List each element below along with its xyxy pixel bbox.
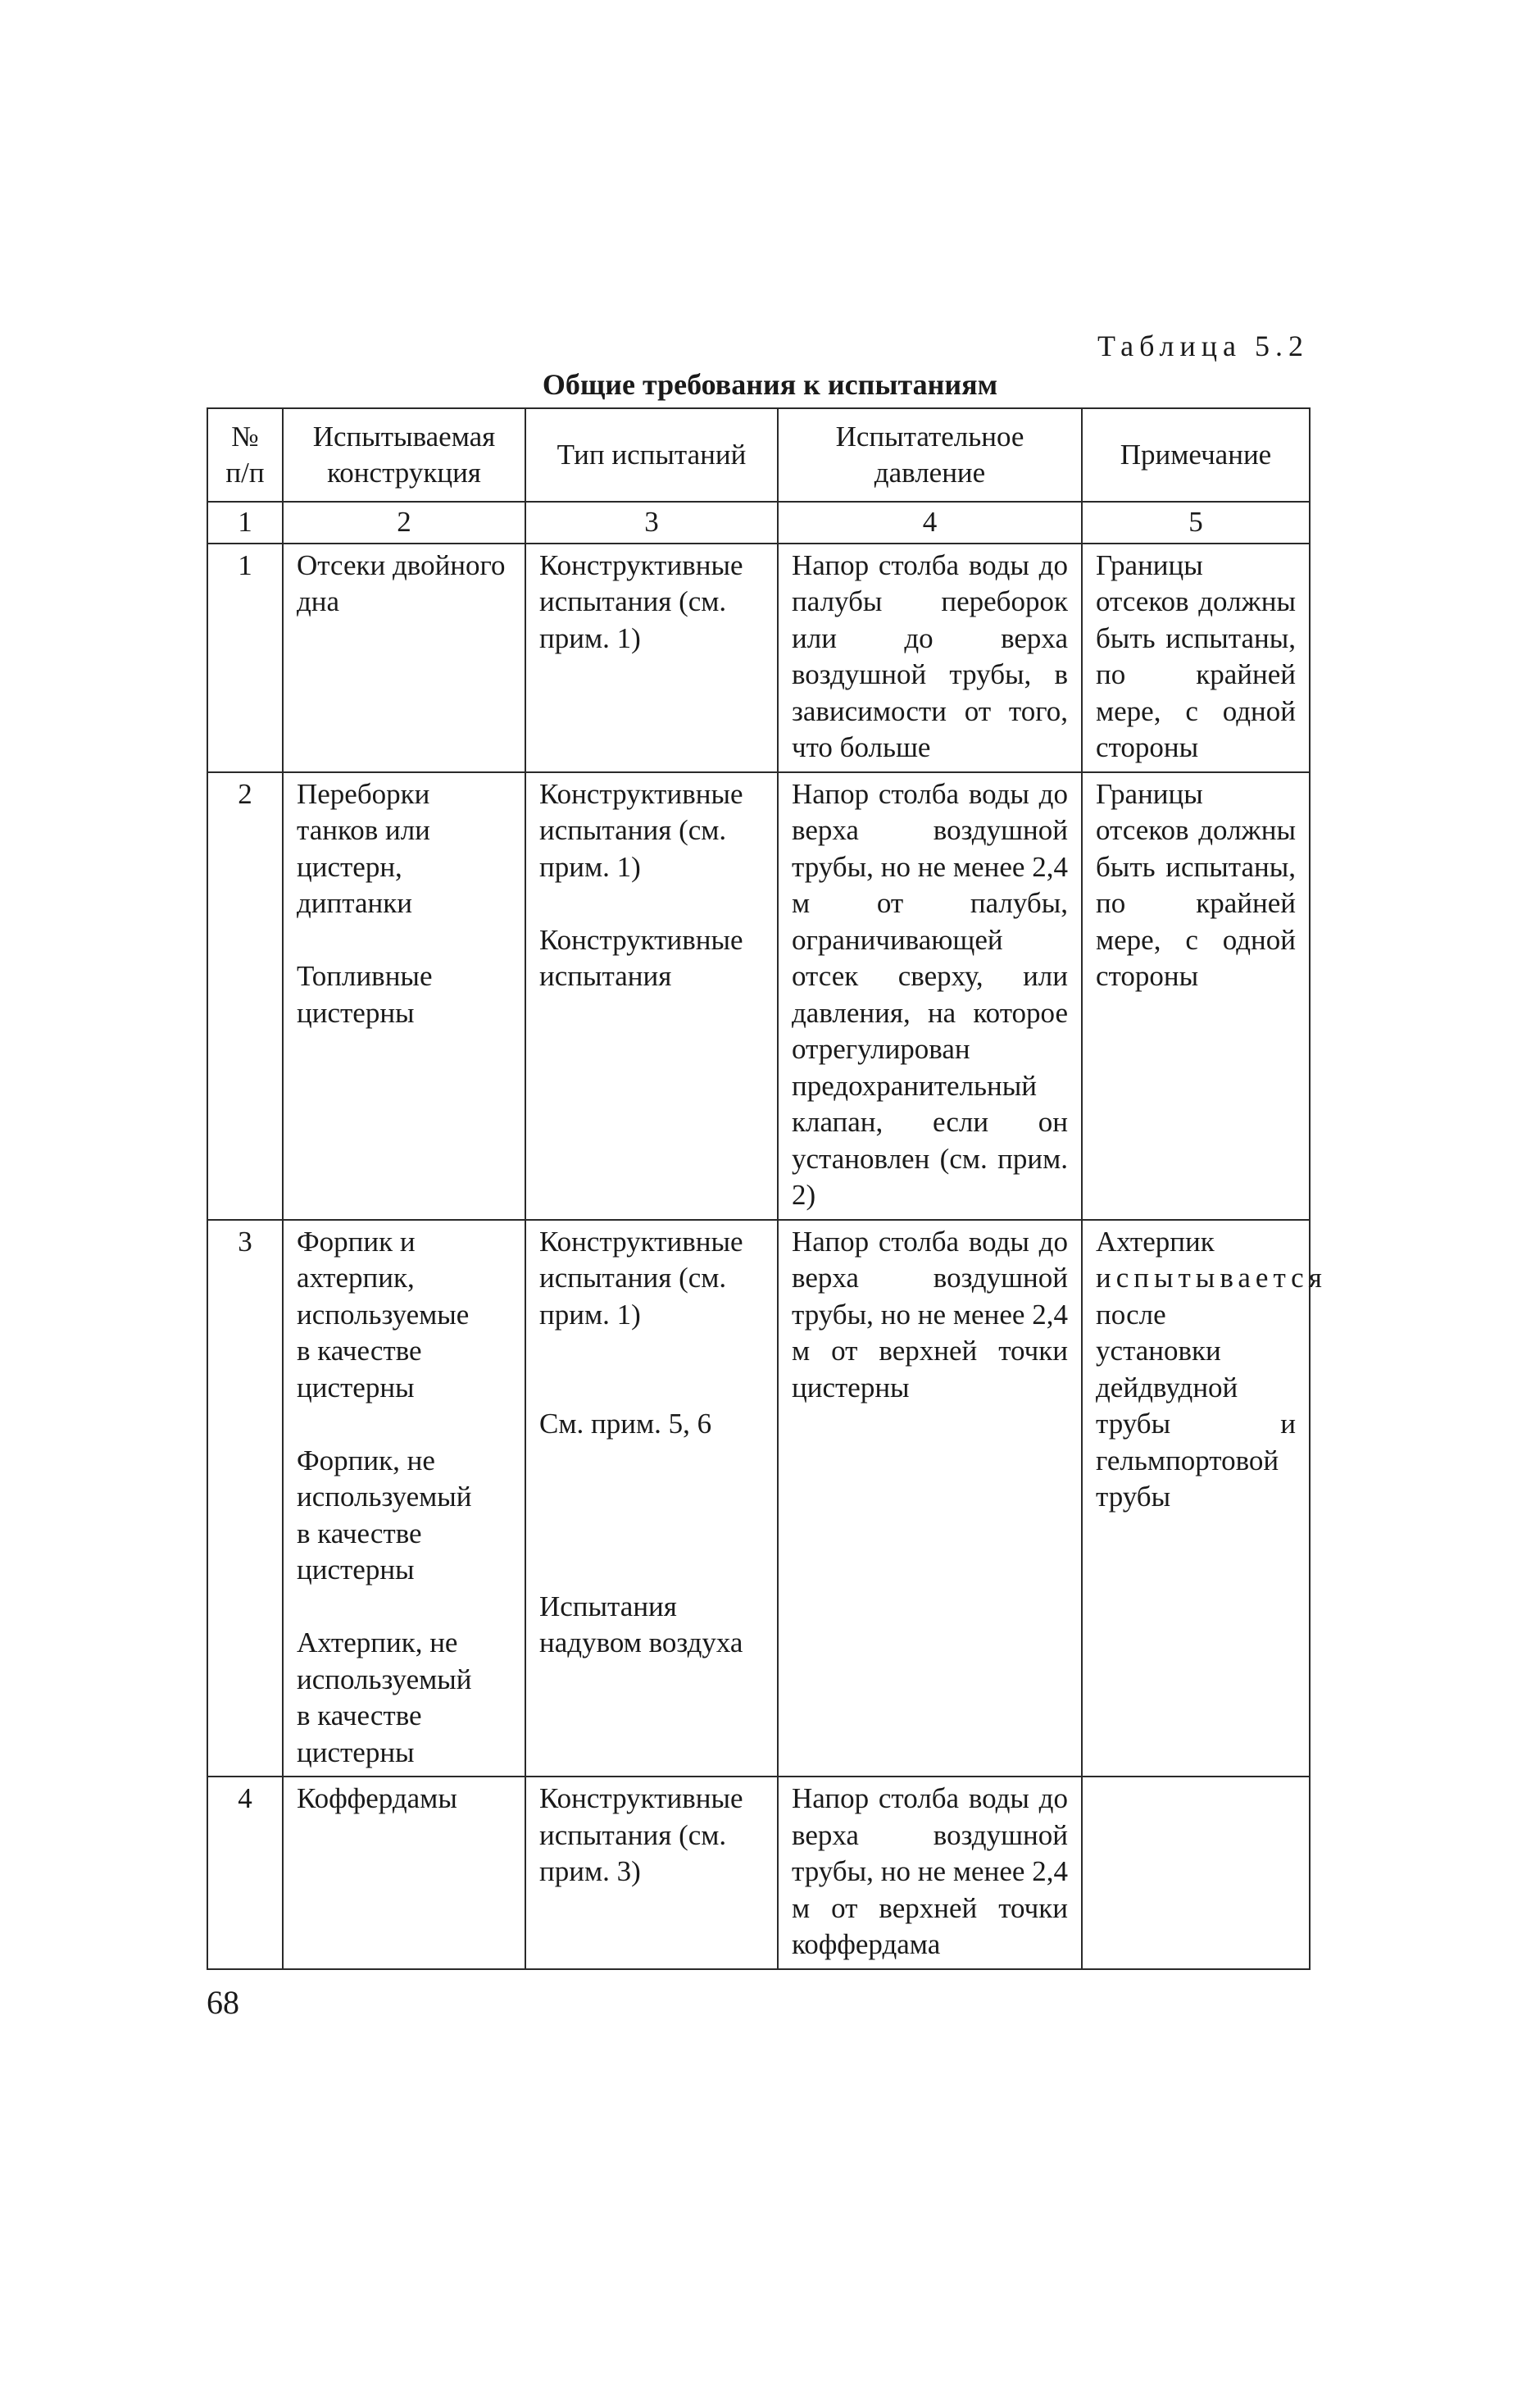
row-number: 3 [207, 1220, 283, 1777]
note-cell [1082, 1777, 1310, 1969]
header-pressure: Испытательное давление [778, 408, 1082, 502]
pressure-cell: Напор столба воды до верха воздушной трубы, но не менее 2,4 м от верхней точки коффердама [778, 1777, 1082, 1969]
test-type-entry: Конструктивные испытания [539, 923, 743, 992]
test-type-entry: Конструктивные испытания (см. прим. 1) [539, 1225, 743, 1331]
column-number: 1 [207, 502, 283, 544]
note-text: Ахтерпик [1096, 1225, 1215, 1258]
header-construction: Испытываемая конструкция [283, 408, 525, 502]
note-cell: Границы отсеков должны быть испытаны, по крайней мере, с одной стороны [1082, 772, 1310, 1220]
header-test-type: Тип испытаний [525, 408, 778, 502]
column-number: 5 [1082, 502, 1310, 544]
construction-entry: Форпик, не используемый в качестве цистерны [297, 1444, 472, 1586]
table-row [207, 1220, 1310, 1777]
construction-cell [283, 1777, 525, 1969]
column-number: 3 [525, 502, 778, 544]
test-type-entry: Конструктивные испытания (см. прим. 1) [539, 777, 743, 883]
pressure-cell: Напор столба воды до верха воздушной трубы, но не менее 2,4 м от палубы, ограничивающей отсек сверху, или давления, на которое отрегулирован предохранительный клапан, если он установлен (см. прим. 2) [778, 772, 1082, 1220]
table-caption: Таблица 5.2 [1097, 330, 1309, 362]
test-type-entry: Конструктивные испытания (см. прим. 1) [539, 548, 743, 654]
construction-cell [283, 544, 525, 772]
test-type-entry: Испытания надувом воздуха [539, 1590, 743, 1658]
note-text: после установки дейдвудной трубы и гельмпортовой трубы [1096, 1298, 1296, 1513]
construction-entry: Ахтерпик, не используемый в качестве цистерны [297, 1626, 472, 1768]
row-number: 2 [207, 772, 283, 1220]
column-number: 4 [778, 502, 1082, 544]
requirements-table [207, 407, 1327, 1970]
pressure-cell: Напор столба воды до верха воздушной трубы, но не менее 2,4 м от верхней точки цистерны [778, 1220, 1082, 1777]
construction-entry: Топливные цистерны [297, 960, 433, 1029]
header-num: № п/п [207, 408, 283, 502]
test-type-cell [525, 1777, 778, 1969]
construction-entry: Форпик и ахтерпик, используемые в качестве цистерны [297, 1225, 470, 1404]
row-number: 1 [207, 544, 283, 772]
construction-entry: Коффердамы [297, 1782, 457, 1814]
test-type-cell [525, 772, 778, 1220]
page-number: 68 [207, 1984, 239, 2021]
construction-entry: Отсеки двойного дна [297, 548, 506, 617]
table-row [207, 544, 1310, 772]
table-row [207, 772, 1310, 1220]
construction-entry: Переборки танков или цистерн, диптанки [297, 777, 430, 919]
column-numbers-row [207, 502, 1310, 544]
header-note: Примечание [1082, 408, 1310, 502]
note-cell: Границы отсеков должны быть испытаны, по крайней мере, с одной стороны [1082, 544, 1310, 772]
note-spaced-text: испытывается [1096, 1262, 1327, 1294]
table-header-row [207, 408, 1310, 502]
construction-cell [283, 772, 525, 1220]
test-type-cell [525, 1220, 778, 1777]
test-type-entry: Конструктивные испытания (см. прим. 3) [539, 1782, 743, 1887]
table-row [207, 1777, 1310, 1969]
pressure-cell: Напор столба воды до палубы переборок или до верха воздушной трубы, в зависимости от того, что больше [778, 544, 1082, 772]
test-type-cell [525, 544, 778, 772]
test-type-entry: См. прим. 5, 6 [539, 1408, 712, 1440]
construction-cell [283, 1220, 525, 1777]
column-number: 2 [283, 502, 525, 544]
table-title: Общие требования к испытаниям [542, 368, 998, 401]
note-cell [1082, 1220, 1327, 1777]
row-number: 4 [207, 1777, 283, 1969]
